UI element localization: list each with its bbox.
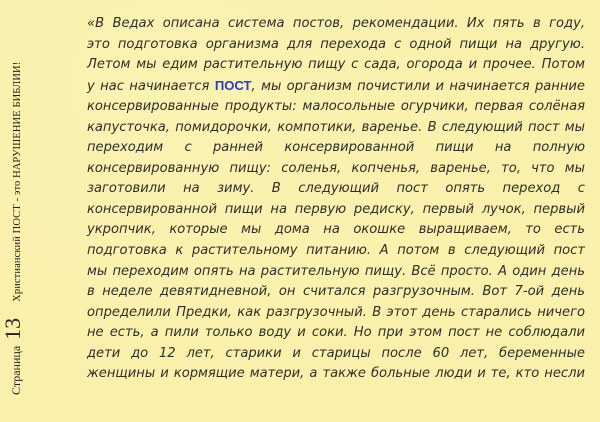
text-line: консервированной пищи на первую редиску, первый лучок, первый [87,201,585,217]
text-line: дети до 12 лет, старики и старицы после 60 лет, беременные [87,345,585,361]
text-line: это подготовка организма для перехода с одной пищи на другую. [87,36,585,52]
text-line: заготовили на зиму. В следующий пост опять переход с [87,181,585,197]
document-title: Христианский ПОСТ - это НАРУШЕНИЕ БИБЛИИ! [12,61,23,302]
article-text [87,14,585,385]
text-line: консервированные продукты: малосольные огурчики, первая солёная [87,99,585,115]
text-line: «В Ведах описана система постов, рекомендации. Их пять в году, [87,16,585,31]
text-line-highlight [87,76,585,98]
text-line: женщины и кормящие матери, а также больные люди и те, кто несли [87,366,585,382]
text-fragment: , мы организм почистили и начинается ранние [251,78,585,94]
text-line: мы переходим опять на растительную пищу. Всё просто. А один день [87,263,585,279]
text-line: консервированную пищу: соленья, копченья, варенье, то, что мы [87,160,585,176]
page-number: 13 [0,317,25,340]
text-line: переходим с ранней консервированной пищи на полную [87,140,585,156]
text-line: капусточка, помидорочки, компотики, варенье. В следующий пост мы [87,119,585,135]
text-line: подготовка к растительному питанию. А потом в следующий пост [87,243,585,259]
text-line: не есть, а пили только воду и соки. Но при этом пост не соблюдали [87,325,585,341]
side-caption [0,25,30,395]
text-fragment: у нас начинается [87,78,215,94]
text-line: определили Предки, как разгрузочный. В этот день старались ничего [87,304,585,320]
highlight-word: ПОСТ [214,77,252,93]
text-line: в неделе девятидневной, он считался разгрузочным. Вот 7-ой день [87,284,585,300]
text-line: Летом мы едим растительную пищу с сада, огорода и прочее. Потом [87,57,585,73]
page-label: Страница [9,345,23,395]
text-line: укропчик, которые мы дома на окошке выращиваем, то есть [87,222,585,238]
